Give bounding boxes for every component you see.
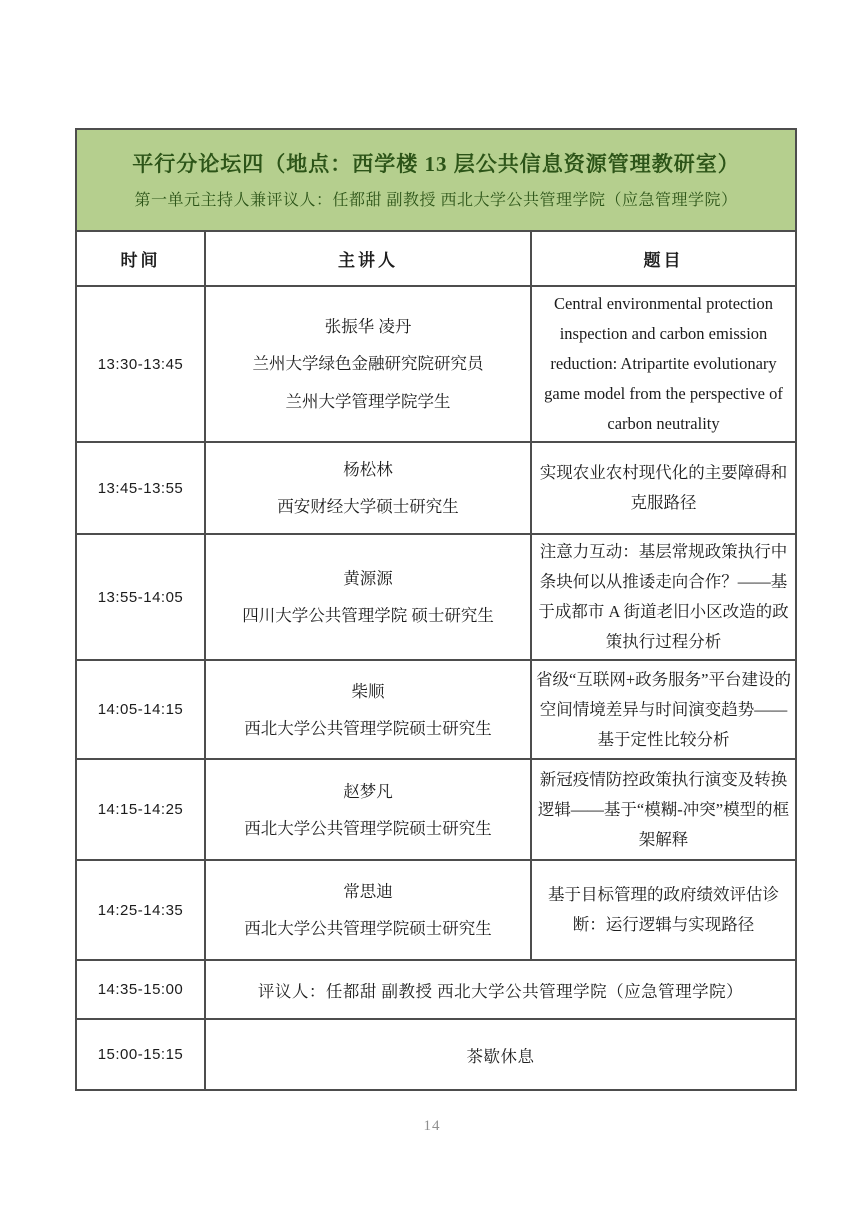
speaker-line: 西安财经大学硕士研究生	[277, 497, 459, 517]
page-number: 14	[423, 1118, 441, 1134]
speaker-cell	[205, 442, 531, 534]
tea-break-row	[76, 1019, 796, 1090]
column-header-row	[76, 231, 796, 286]
speaker-line: 黄源源	[343, 568, 393, 588]
time-cell: 13:45-13:55	[76, 442, 205, 534]
commentator-row	[76, 960, 796, 1019]
topic-cell: 注意力互动：基层常规政策执行中条块何以从推诿走向合作？——基于成都市 A 街道老旧小区改造的政策执行过程分析	[531, 534, 796, 660]
forum-header-row	[76, 129, 796, 231]
topic-cell: Central environmental protection inspection and carbon emission reduction: Atripartite evolutionary game model from the perspective of carbon neutrality	[531, 286, 796, 442]
forum-title: 平行分论坛四（地点：西学楼 13 层公共信息资源管理教研室）	[132, 151, 740, 176]
forum-header-cell	[76, 129, 796, 231]
column-header-time: 时间	[76, 231, 205, 286]
session-row	[76, 442, 796, 534]
speaker-line: 西北大学公共管理学院硕士研究生	[244, 919, 492, 939]
speaker-cell	[205, 534, 531, 660]
time-cell: 13:30-13:45	[76, 286, 205, 442]
speaker-line: 西北大学公共管理学院硕士研究生	[244, 818, 492, 838]
speaker-cell	[205, 759, 531, 860]
session-row	[76, 534, 796, 660]
time-cell: 14:35-15:00	[76, 960, 205, 1019]
speaker-line: 四川大学公共管理学院 硕士研究生	[242, 606, 494, 626]
column-header-speaker: 主讲人	[205, 231, 531, 286]
merged-content-cell: 茶歇休息	[205, 1019, 796, 1090]
speaker-line: 柴顺	[351, 681, 385, 701]
schedule-table	[75, 128, 797, 1091]
topic-cell: 省级“互联网+政务服务”平台建设的空间情境差异与时间演变趋势——基于定性比较分析	[531, 660, 796, 759]
topic-cell: 基于目标管理的政府绩效评估诊断：运行逻辑与实现路径	[531, 860, 796, 960]
time-cell: 13:55-14:05	[76, 534, 205, 660]
time-cell: 14:25-14:35	[76, 860, 205, 960]
speaker-line: 张振华 凌丹	[324, 317, 412, 337]
session-row	[76, 759, 796, 860]
time-cell: 14:15-14:25	[76, 759, 205, 860]
speaker-line: 杨松林	[343, 459, 393, 479]
forum-subtitle: 第一单元主持人兼评议人：任都甜 副教授 西北大学公共管理学院（应急管理学院）	[134, 192, 738, 210]
speaker-cell	[205, 660, 531, 759]
merged-content-cell: 评议人：任都甜 副教授 西北大学公共管理学院（应急管理学院）	[205, 960, 796, 1019]
time-cell: 15:00-15:15	[76, 1019, 205, 1090]
speaker-line: 西北大学公共管理学院硕士研究生	[244, 718, 492, 738]
topic-cell: 实现农业农村现代化的主要障碍和克服路径	[531, 442, 796, 534]
speaker-cell	[205, 860, 531, 960]
speaker-cell	[205, 286, 531, 442]
speaker-line: 赵梦凡	[343, 781, 393, 801]
speaker-line: 兰州大学管理学院学生	[285, 391, 451, 411]
session-row	[76, 286, 796, 442]
speaker-line: 常思迪	[343, 882, 393, 902]
session-row	[76, 860, 796, 960]
time-cell: 14:05-14:15	[76, 660, 205, 759]
session-row	[76, 660, 796, 759]
topic-cell: 新冠疫情防控政策执行演变及转换逻辑——基于“模糊-冲突”模型的框架解释	[531, 759, 796, 860]
speaker-line: 兰州大学绿色金融研究院研究员	[252, 354, 484, 374]
column-header-topic: 题目	[531, 231, 796, 286]
